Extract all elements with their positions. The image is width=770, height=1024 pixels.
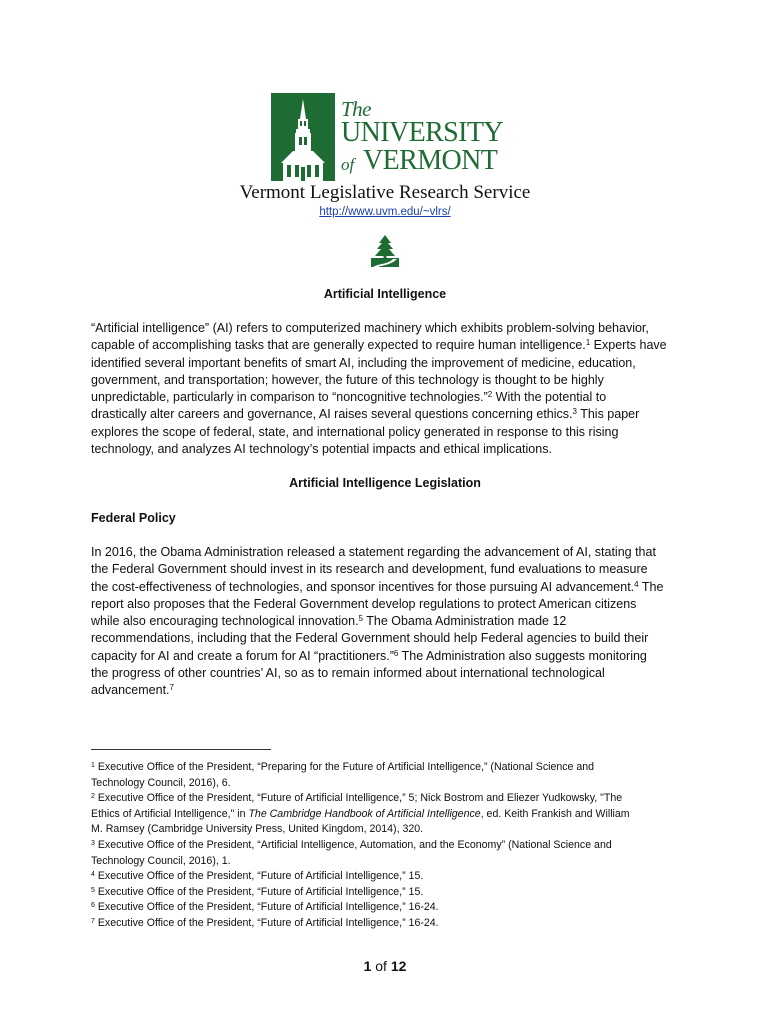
paragraph-line: capacity for AI and create a forum for AI “practitioners.”$^6$ The Administration also suggests monitoring <box>91 648 647 663</box>
footnote-number: 6 <box>91 902 95 910</box>
footnote-line: Technology Council, 2016), 6. <box>91 776 231 789</box>
paragraph-line: “Artificial intelligence” (AI) refers to computerized machinery which exhibits problem-solving behavior, <box>91 321 649 335</box>
section-heading-legislation: Artificial Intelligence Legislation <box>289 476 481 490</box>
footnote-divider <box>91 749 271 750</box>
page-separator: of <box>375 958 387 974</box>
footnote-line: Technology Council, 2016), 1. <box>91 854 231 867</box>
footnote-ref[interactable]: 1 <box>585 338 591 348</box>
subheading-federal-policy: Federal Policy <box>91 511 176 525</box>
logo-of: of <box>341 155 355 174</box>
footnote-number: 5 <box>91 886 95 894</box>
footnote-ref[interactable]: 3 <box>572 407 577 417</box>
intro-paragraph <box>91 320 681 458</box>
footnote-number: 3 <box>91 839 95 847</box>
footnote-line: $^4$ Executive Office of the President, “Future of Artificial Intelligence,” 15. <box>91 870 424 883</box>
paragraph-line: drastically alter careers and governance, AI raises several questions concerning ethics.$^3$ This paper <box>91 407 640 422</box>
paragraph-line: technology, and analyzes AI technology’s potential impacts and ethical implications. <box>91 442 552 457</box>
footnotes <box>91 760 691 932</box>
paragraph-line: while also encouraging technological innovation.$^5$ The Obama Administration made 12 <box>91 614 567 629</box>
footnote-line: $^6$ Executive Office of the President, “Future of Artificial Intelligence,” 16-24. <box>91 901 439 914</box>
paragraph-line: explores the scope of federal, state, and international policy generated in response to this rising <box>91 424 619 439</box>
university-wordmark <box>341 93 501 181</box>
total-pages: 12 <box>390 958 407 974</box>
footnote-line: $^3$ Executive Office of the President, “Artificial Intelligence, Automation, and the Economy” (National Science and <box>91 838 612 851</box>
paragraph-line: the Federal Government should invest in its research and development, fund evaluations to measure <box>91 562 648 577</box>
footnote-line: $^5$ Executive Office of the President, “Future of Artificial Intelligence,” 15. <box>91 885 424 898</box>
paragraph-line: In 2016, the Obama Administration released a statement regarding the advancement of AI, stating that <box>91 545 656 559</box>
footnote-line: $^1$ Executive Office of the President, “Preparing for the Future of Artificial Intelligence,” (National Science and <box>91 761 595 773</box>
footnote-line: M. Ramsey (Cambridge University Press, United Kingdom, 2014), 320. <box>91 823 424 836</box>
paragraph-line: capable of accomplishing tasks that are generally expected to require human intelligence.$^1$ Experts have <box>91 338 667 353</box>
paragraph-line: report also proposes that the Federal Government develop regulations to protect American citizens <box>91 596 637 611</box>
footnote-line: $^7$ Executive Office of the President, “Future of Artificial Intelligence,” 16-24. <box>91 916 439 929</box>
document-title: Vermont Legislative Research Service <box>239 182 531 203</box>
footnote-ref[interactable]: 5 <box>358 614 363 624</box>
footnote-ref[interactable]: 7 <box>169 683 174 693</box>
website-link[interactable]: http://www.uvm.edu/~vlrs/ <box>319 206 451 218</box>
footnote-number: 2 <box>91 793 95 801</box>
paragraph-line: government, and transportation; however, the future of this technology is thought to be highly <box>91 372 604 387</box>
logo-vermont: VERMONT <box>363 145 498 176</box>
current-page: 1 <box>363 958 372 974</box>
paragraph-line: the progress of other countries’ AI, so as to remain informed about international technological <box>91 666 605 681</box>
paragraph-line: unpredictable, particularly in comparison to “noncognitive technologies.”$^2$ With the potential to <box>91 390 607 405</box>
footnote-line: $^2$ Executive Office of the President, “Future of Artificial Intelligence,” 5; Nick Bostrom and Eliezer Yudkowsky, "The <box>91 792 623 805</box>
footnote-number: 4 <box>91 871 95 879</box>
paragraph-line: recommendations, including that the Federal Government should help Federal agencies to build their <box>91 631 649 646</box>
pine-tree-road-icon <box>369 234 401 268</box>
logo-university: UNIVERSITY <box>341 117 503 148</box>
page-indicator <box>0 958 770 974</box>
footnote-number: 1 <box>91 762 95 769</box>
paragraph-line: identified several important benefits of smart AI, including the improvement of medicine, education, <box>91 355 636 370</box>
footnote-number: 7 <box>91 917 95 925</box>
footnote-ref[interactable]: 2 <box>487 390 493 400</box>
university-logo <box>271 93 503 181</box>
footnote-ref[interactable]: 6 <box>393 648 399 658</box>
section-heading-ai: Artificial Intelligence <box>323 287 447 301</box>
footnote-line: Ethics of Artificial Intelligence," in The Cambridge Handbook of Artificial Intelligence, ed. Keith Frankish and William <box>91 807 630 820</box>
chapel-tower-icon <box>271 93 335 181</box>
paragraph-line: the cost-effectiveness of technologies, and sponsor incentives for those pursuing AI advancement.$^4$ The <box>91 579 664 594</box>
book-title: The Cambridge Handbook of Artificial Intelligence <box>248 807 481 820</box>
federal-policy-paragraph <box>91 544 681 700</box>
paragraph-line: advancement.$^7$ <box>91 683 174 698</box>
logo-the: The <box>341 97 371 121</box>
footnote-ref[interactable]: 4 <box>634 579 639 589</box>
